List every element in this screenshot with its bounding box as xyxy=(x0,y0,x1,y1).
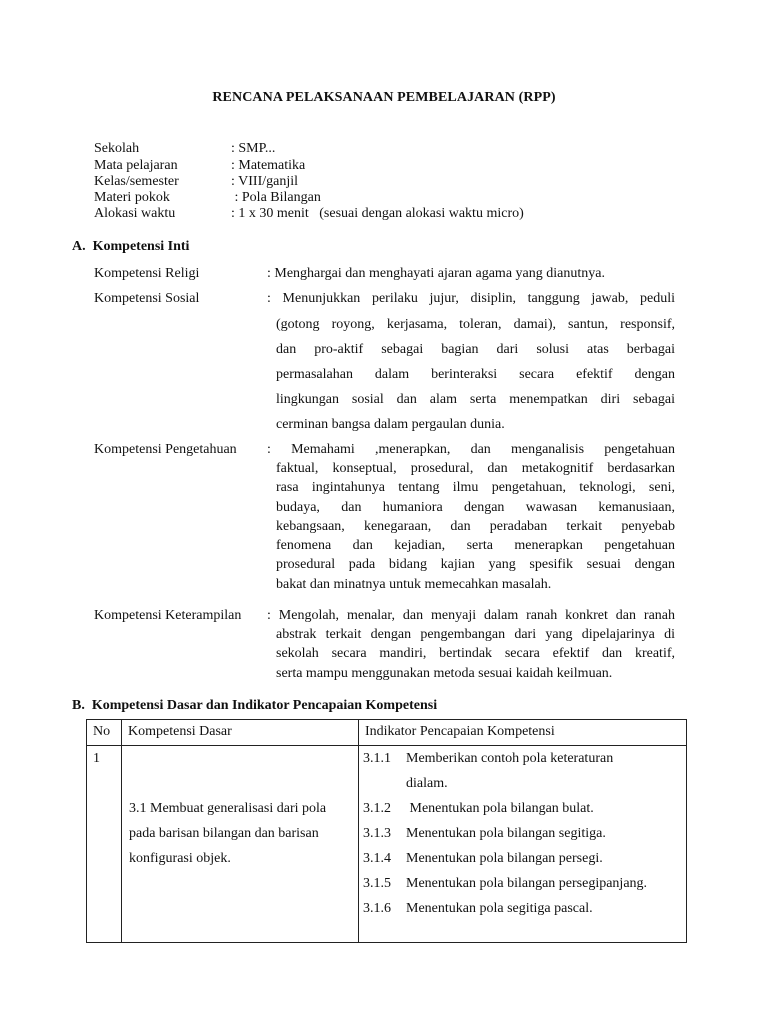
keterampilan-label: Kompetensi Keterampilan xyxy=(94,608,242,623)
cell-no xyxy=(87,746,122,943)
indikator-number: 3.1.5 xyxy=(363,876,391,891)
header-cell xyxy=(359,720,687,746)
indikator-number: 3.1.1 xyxy=(363,751,391,766)
sosial-line: (gotong royong, kerjasama, toleran, damai), santun, responsif, xyxy=(276,317,675,332)
identity-value: : Matematika xyxy=(231,158,306,173)
identity-label: Mata pelajaran xyxy=(94,158,178,173)
kompetensi-table xyxy=(86,719,687,943)
pengetahuan-label: Kompetensi Pengetahuan xyxy=(94,442,237,457)
pengetahuan-line: faktual, konseptual, prosedural, dan metakognitif berdasarkan xyxy=(276,461,675,476)
sosial-label: Kompetensi Sosial xyxy=(94,291,200,306)
header-cell xyxy=(87,720,122,746)
indikator-text: Menentukan pola bilangan persegipanjang. xyxy=(406,876,648,891)
pengetahuan-line: budaya, dan humaniora dengan wawasan kemanusiaan, xyxy=(276,500,675,515)
religi-label: Kompetensi Religi xyxy=(94,266,200,281)
sosial-line: : Menunjukkan perilaku jujur, disiplin, tanggung jawab, peduli xyxy=(267,291,675,306)
sosial-line: dan pro-aktif sebagai bagian dari solusi atas berbagai xyxy=(276,342,675,357)
indikator-text: Menentukan pola bilangan bulat. xyxy=(406,801,594,816)
indikator-text: Menentukan pola bilangan segitiga. xyxy=(406,826,606,841)
identity-label: Materi pokok xyxy=(94,190,170,205)
indikator-number: 3.1.4 xyxy=(363,851,391,866)
cell-kompetensi-dasar xyxy=(122,746,359,943)
section-b-heading: B. Kompetensi Dasar dan Indikator Pencapaian Kompetensi xyxy=(72,698,438,713)
keterampilan-line: abstrak terkait dengan pengembangan dari yang dipelajarinya di xyxy=(276,627,675,642)
keterampilan-line: sekolah secara mandiri, bertindak secara efektif dan kreatif, xyxy=(276,646,675,661)
cell-indikator xyxy=(359,746,687,943)
indikator-text: Menentukan pola bilangan persegi. xyxy=(406,851,603,866)
pengetahuan-line: prosedural pada bidang kajian yang spesifik sesuai dengan xyxy=(276,557,675,572)
section-a-heading: A. Kompetensi Inti xyxy=(72,239,190,254)
identity-label: Sekolah xyxy=(94,141,140,156)
indikator-text: Menentukan pola segitiga pascal. xyxy=(406,901,593,916)
page-title: RENCANA PELAKSANAAN PEMBELAJARAN (RPP) xyxy=(212,90,556,105)
keterampilan-line: serta mampu menggunakan metoda sesuai kaidah keilmuan. xyxy=(276,666,613,681)
header-indikator: Indikator Pencapaian Kompetensi xyxy=(365,724,555,739)
header-no: No xyxy=(93,724,111,739)
identity-value: : VIII/ganjil xyxy=(231,174,299,189)
indikator-text: dialam. xyxy=(406,776,448,791)
table-row xyxy=(87,746,687,943)
religi-text: : Menghargai dan menghayati ajaran agama yang dianutnya. xyxy=(267,266,605,281)
identity-value: : Pola Bilangan xyxy=(231,190,321,205)
sosial-line: lingkungan sosial dan alam serta menempatkan diri sebagai xyxy=(276,392,675,407)
indikator-number: 3.1.6 xyxy=(363,901,391,916)
indikator-number: 3.1.3 xyxy=(363,826,391,841)
header-kompetensi-dasar: Kompetensi Dasar xyxy=(128,724,232,739)
identity-label: Kelas/semester xyxy=(94,174,179,189)
pengetahuan-line: rasa ingintahunya tentang ilmu pengetahuan, teknologi, seni, xyxy=(276,480,675,495)
keterampilan-line: : Mengolah, menalar, dan menyaji dalam ranah konkret dan ranah xyxy=(267,608,675,623)
identity-value: : SMP... xyxy=(231,141,276,156)
indikator-number: 3.1.2 xyxy=(363,801,391,816)
table-header-row xyxy=(87,720,687,746)
kd-line: 3.1 Membuat generalisasi dari pola xyxy=(129,801,327,816)
pengetahuan-line: fenomena dan kejadian, serta menerapkan pengetahuan xyxy=(276,538,675,553)
identity-label: Alokasi waktu xyxy=(94,206,176,221)
indikator-text: Memberikan contoh pola keteraturan xyxy=(406,751,614,766)
header-cell xyxy=(122,720,359,746)
sosial-line: permasalahan dalam berinteraksi secara efektif dengan xyxy=(276,367,675,382)
sosial-line: cerminan bangsa dalam pergaulan dunia. xyxy=(276,417,505,432)
identity-value: : 1 x 30 menit (sesuai dengan alokasi waktu micro) xyxy=(231,206,524,221)
pengetahuan-line: : Memahami ,menerapkan, dan menganalisis pengetahuan xyxy=(267,442,675,457)
kd-line: pada barisan bilangan dan barisan xyxy=(129,826,319,841)
pengetahuan-line: kebangsaan, kenegaraan, dan peradaban terkait penyebab xyxy=(276,519,675,534)
pengetahuan-line: bakat dan minatnya untuk memecahkan masalah. xyxy=(276,577,552,592)
row-number: 1 xyxy=(93,751,100,766)
kd-line: konfigurasi objek. xyxy=(129,851,231,866)
